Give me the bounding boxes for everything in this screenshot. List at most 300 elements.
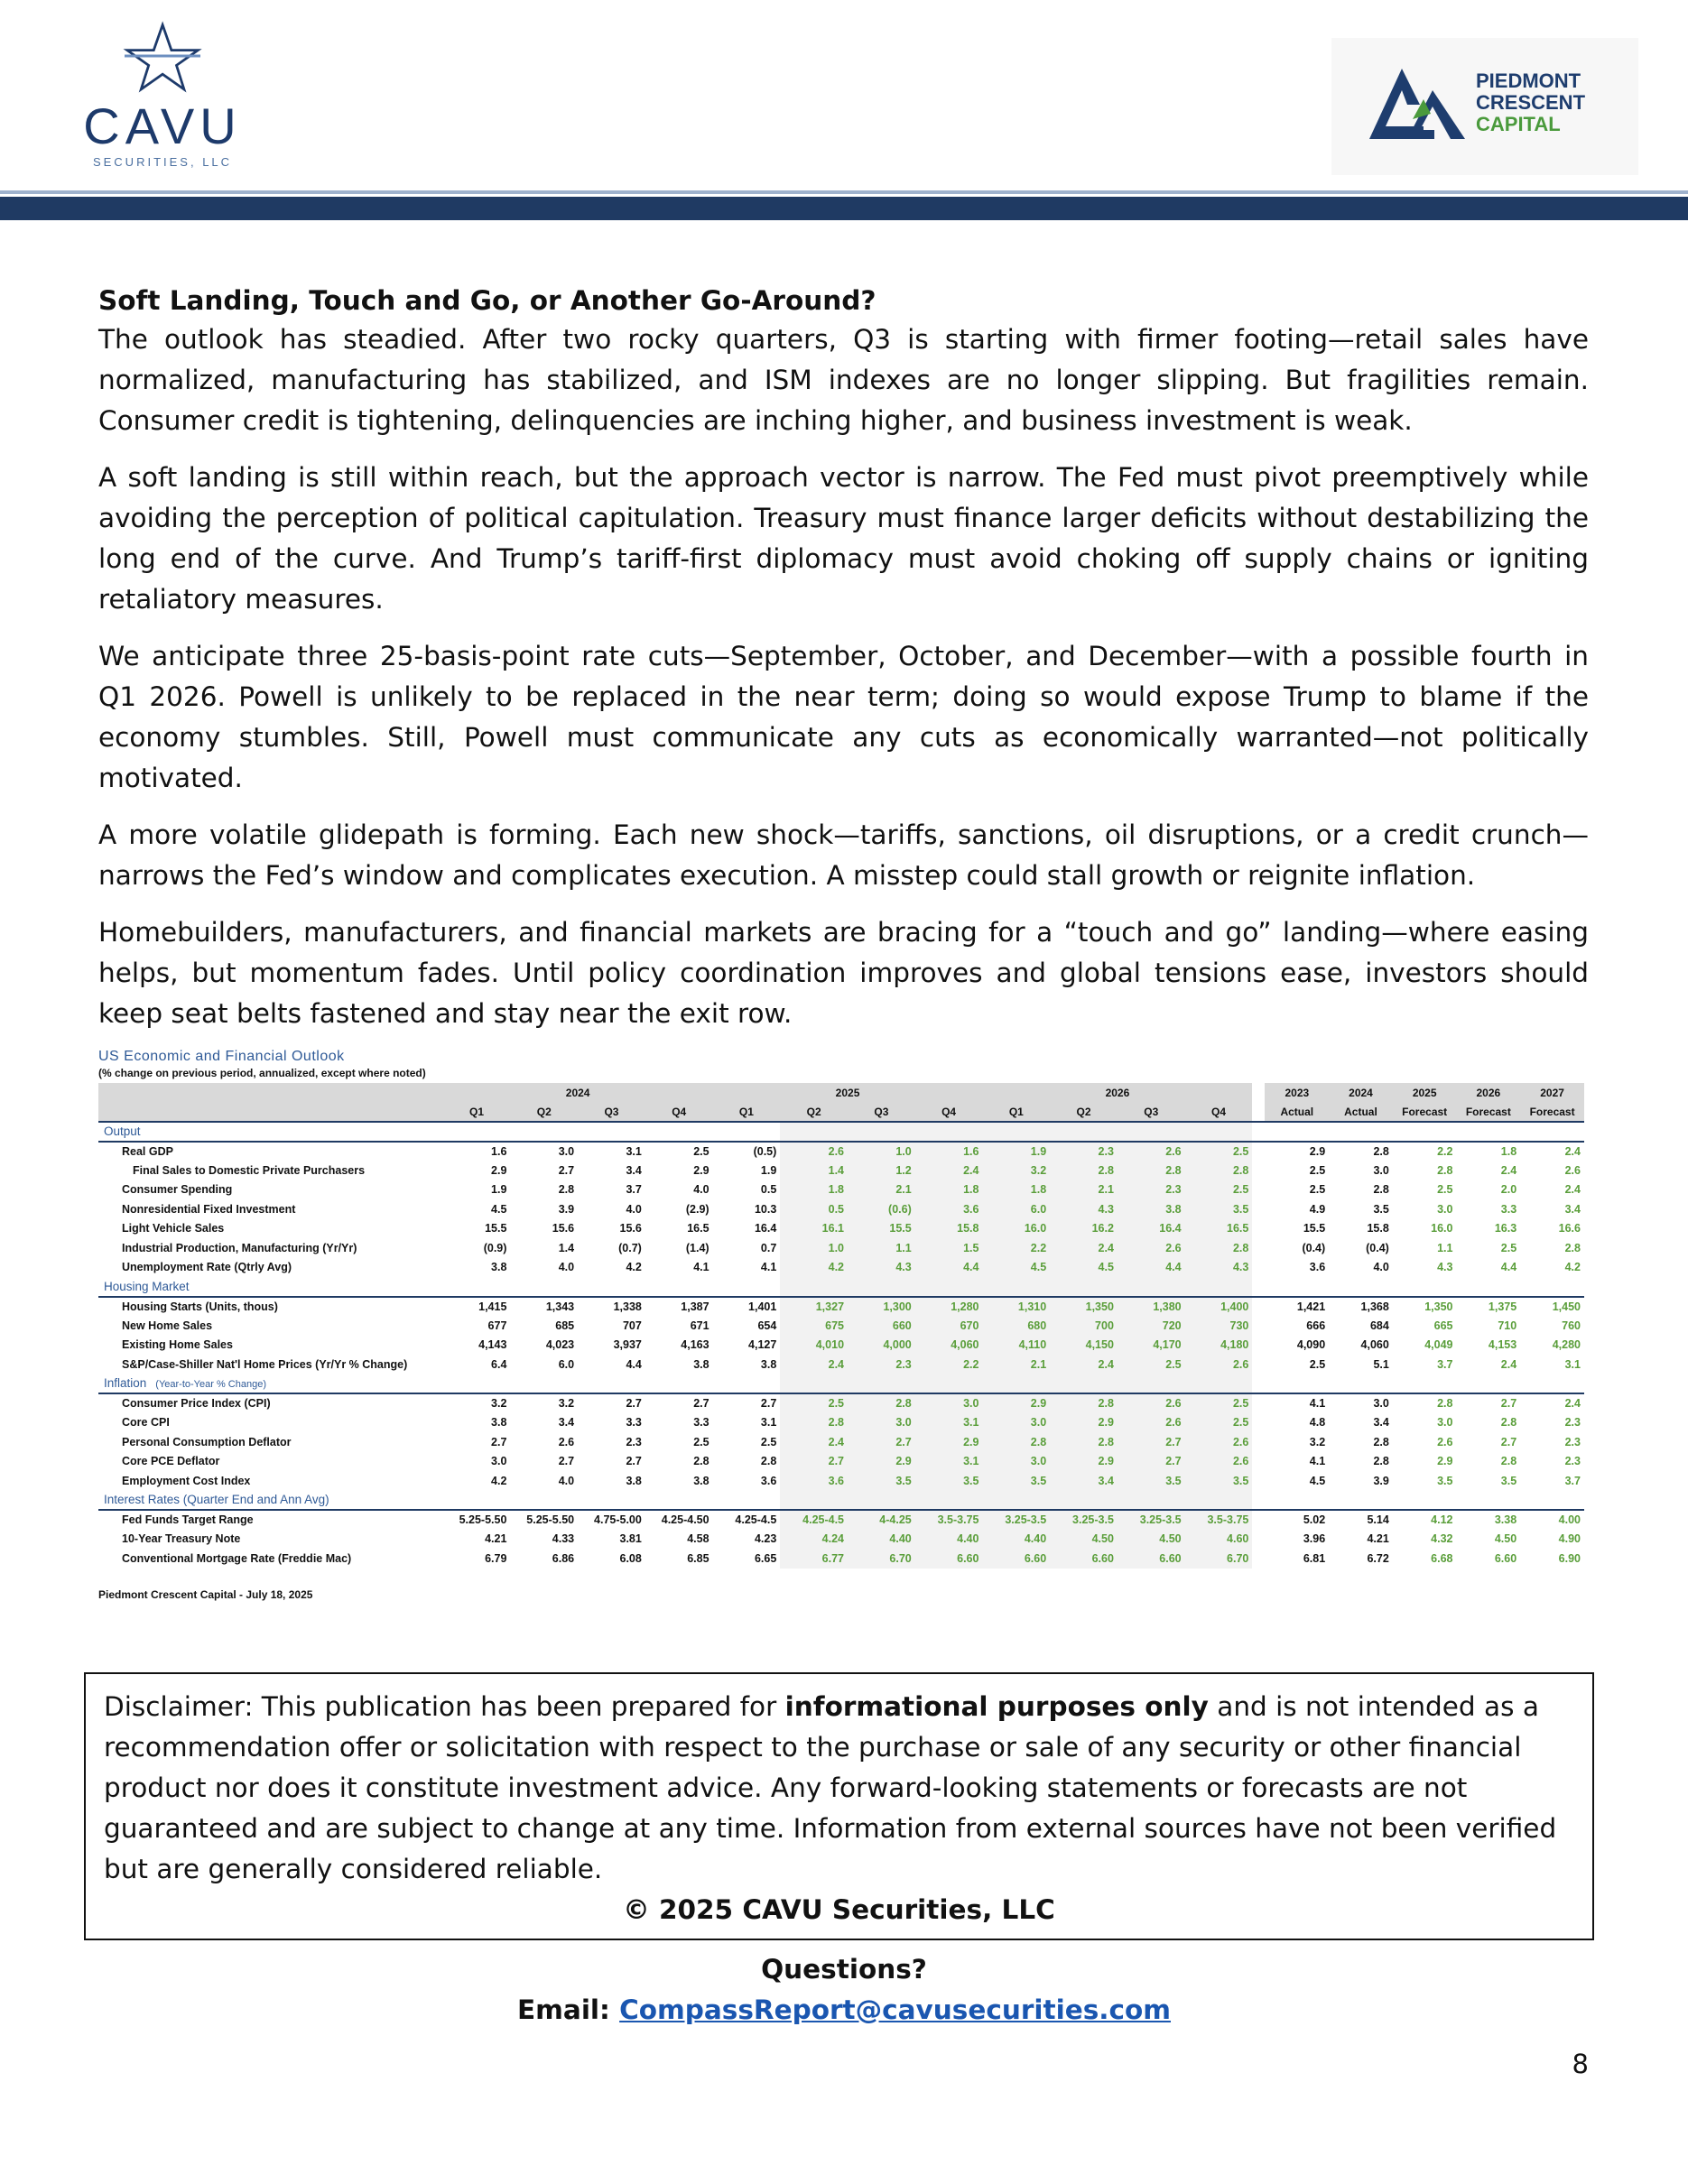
data-cell: 3.1 [1564,1357,1581,1371]
data-cell: 2.8 [693,1455,710,1468]
data-cell: 730 [1185,1316,1253,1336]
data-cell: 2.6 [1185,1452,1253,1472]
data-cell: 3.1 [915,1413,983,1433]
data-cell: (0.5) [753,1144,777,1158]
data-cell: 2.8 [1373,1183,1389,1197]
data-cell: 3.7 [626,1183,642,1197]
annual-type-header: Forecast [1393,1103,1457,1123]
data-cell: 5.02 [1303,1513,1326,1527]
column-gap [1252,1142,1265,1161]
data-cell: 5.25-5.50 [459,1513,507,1527]
section-cell [645,1491,713,1511]
data-cell: 2.8 [1373,1435,1389,1448]
table-row [98,1530,1584,1550]
data-cell: 3.96 [1303,1532,1326,1546]
data-cell: 2.6 [1118,1238,1185,1258]
data-cell: 2.6 [1118,1393,1185,1413]
data-cell: 1.8 [915,1180,983,1200]
column-gap [1252,1161,1265,1180]
data-cell: 666 [1306,1319,1326,1332]
outlook-data-grid [98,1083,1584,1569]
data-cell: 1.9 [491,1183,507,1197]
data-cell: 1,421 [1296,1300,1326,1313]
data-cell: 2.2 [982,1238,1050,1258]
data-cell: 2.6 [558,1435,575,1448]
data-cell: 2.5 [693,1144,710,1158]
data-cell: 4.3 [848,1258,915,1278]
data-cell: 2.1 [848,1180,915,1200]
data-cell: 2.4 [1564,1397,1581,1411]
data-cell: 3.5 [982,1471,1050,1491]
data-cell: 3.6 [915,1199,983,1219]
table-row [98,1471,1584,1491]
data-cell: 3.5 [1185,1199,1253,1219]
section-cell [915,1122,983,1142]
data-cell: 2.8 [1437,1163,1453,1177]
row-label: Final Sales to Domestic Private Purchasers [133,1163,366,1177]
row-label: Real GDP [122,1144,173,1158]
data-cell: 3.8 [1118,1199,1185,1219]
row-label: S&P/Case-Shiller Nat'l Home Prices (Yr/Yr % Change) [122,1357,408,1371]
data-cell: 2.8 [1050,1161,1118,1180]
data-cell: 2.7 [626,1455,642,1468]
data-cell: 15.8 [915,1219,983,1239]
section-header-row [98,1374,1584,1394]
row-label: 10-Year Treasury Note [122,1532,241,1546]
data-cell: 6.85 [687,1551,710,1565]
data-cell: 1,350 [1050,1297,1118,1317]
year-header: 2026 [982,1083,1252,1103]
section-cell [915,1374,983,1394]
section-cell [510,1277,578,1297]
data-cell: 3.3 [693,1416,710,1430]
quarter-header: Q4 [915,1103,983,1123]
data-cell: 4.1 [693,1261,710,1274]
column-gap [1252,1530,1265,1550]
data-cell: 2.5 [1309,1183,1326,1197]
data-cell: (2.9) [685,1202,710,1216]
section-title [98,1491,443,1511]
data-cell: 1,327 [780,1297,848,1317]
data-cell: 4,060 [1360,1338,1389,1352]
quarter-header: Q3 [848,1103,915,1123]
data-cell: 1,387 [681,1300,710,1313]
section-cell [443,1277,511,1297]
section-cell [1457,1122,1521,1142]
data-cell: 3.25-3.5 [982,1510,1050,1530]
data-cell: 2.3 [1050,1142,1118,1161]
data-cell: 4.58 [687,1532,710,1546]
year-header: 2025 [713,1083,983,1103]
table-row [98,1219,1584,1239]
data-cell: 2.7 [1500,1397,1517,1411]
data-cell: 2.8 [1500,1416,1517,1430]
data-cell: 2.4 [1564,1144,1581,1158]
piedmont-line2: CRESCENT [1476,91,1586,114]
section-cell [1265,1374,1329,1394]
data-cell: 1,338 [613,1300,642,1313]
table-row [98,1413,1584,1433]
data-cell: 4.60 [1185,1530,1253,1550]
data-cell: (0.9) [483,1241,507,1254]
piedmont-line3: CAPITAL [1476,113,1561,135]
data-cell: 2.5 [1185,1413,1253,1433]
section-cell [1118,1277,1185,1297]
data-cell: 2.5 [1118,1355,1185,1374]
piedmont-wordmark [1476,70,1585,135]
data-cell: 1.5 [915,1238,983,1258]
data-cell: 2.9 [848,1452,915,1472]
data-cell: 3.5 [1437,1474,1453,1487]
data-cell: 3.5 [915,1471,983,1491]
data-cell: 3.4 [626,1163,642,1177]
data-cell: 677 [487,1319,507,1332]
section-cell [780,1491,848,1511]
mountain-logo-icon [1368,63,1467,143]
data-cell: 2.7 [1118,1452,1185,1472]
economic-outlook-table [98,1049,1584,1601]
data-cell: 1.1 [848,1238,915,1258]
data-cell: 2.8 [1185,1161,1253,1180]
data-cell: 3.1 [915,1452,983,1472]
data-cell: 4.40 [915,1530,983,1550]
data-cell: 2.7 [491,1435,507,1448]
questions-heading: Questions? [761,1954,927,1985]
data-cell: 2.8 [780,1413,848,1433]
section-cell [1265,1491,1329,1511]
section-gap [1252,1374,1265,1394]
data-cell: 2.3 [1564,1435,1581,1448]
annual-type-header: Forecast [1520,1103,1584,1123]
quarter-header: Q1 [443,1103,511,1123]
section-cell [1118,1122,1185,1142]
cavu-wordmark: CAVU [83,97,242,154]
data-cell: 3.0 [1373,1163,1389,1177]
data-cell: 1.4 [558,1241,575,1254]
section-title [98,1277,443,1297]
data-cell: 2.8 [1373,1455,1389,1468]
section-cell [848,1277,915,1297]
column-gap [1252,1355,1265,1374]
data-cell: 4.2 [780,1258,848,1278]
data-cell: 6.4 [491,1357,507,1371]
data-cell: 3.5 [848,1471,915,1491]
data-cell: 2.5 [780,1393,848,1413]
data-cell: 2.4 [780,1432,848,1452]
table-row [98,1180,1584,1200]
row-label: Fed Funds Target Range [122,1513,254,1527]
table-row [98,1336,1584,1356]
data-cell: 1,343 [545,1300,575,1313]
data-cell: 4.75-5.00 [594,1513,642,1527]
data-cell: 1.6 [491,1144,507,1158]
data-cell: 4.0 [558,1261,575,1274]
data-cell: 3.0 [1437,1202,1453,1216]
data-cell: 684 [1369,1319,1389,1332]
data-cell: 4,153 [1488,1338,1517,1352]
section-cell [1185,1277,1253,1297]
section-name: Housing Market [104,1279,190,1293]
quarter-header-row [98,1103,1584,1123]
article-paragraph: We anticipate three 25-basis-point rate cuts—September, October, and December—with a possible fourth in Q1 2026. Powell is unlikely to be replaced in the near term; doing so would expose Trump to blame if the economy stumbles. Still, Powell must communicate any cuts as economically warranted—not politically motivated. [98,641,1589,793]
data-cell: 4,127 [748,1338,777,1352]
data-cell: 4.4 [915,1258,983,1278]
table-row [98,1297,1584,1317]
data-cell: 4.5 [1309,1474,1326,1487]
data-cell: 3.1 [626,1144,642,1158]
section-cell [1118,1491,1185,1511]
column-gap [1252,1238,1265,1258]
section-cell [780,1374,848,1394]
data-cell: 6.77 [780,1549,848,1569]
data-cell: 4,060 [915,1336,983,1356]
data-cell: 2.8 [1185,1238,1253,1258]
data-cell: (0.4) [1302,1241,1326,1254]
data-cell: 4.25-4.50 [661,1513,710,1527]
section-cell [443,1491,511,1511]
data-cell: 1,450 [1552,1300,1581,1313]
table-row [98,1258,1584,1278]
data-cell: 6.60 [1494,1551,1517,1565]
section-cell [1457,1374,1521,1394]
data-cell: 1.0 [848,1142,915,1161]
data-cell: 15.5 [1303,1222,1326,1235]
table-subtitle: (% change on previous period, annualized, except where noted) [98,1067,426,1079]
section-cell [1050,1491,1118,1511]
quarter-header: Q2 [510,1103,578,1123]
data-cell: 6.60 [1050,1549,1118,1569]
data-cell: 3.9 [1373,1474,1389,1487]
data-cell: 2.8 [982,1432,1050,1452]
data-cell: 4.32 [1431,1532,1453,1546]
data-cell: (1.4) [685,1241,710,1254]
data-cell: 760 [1562,1319,1581,1332]
piedmont-line1: PIEDMONT [1476,69,1581,92]
data-cell: 4.3 [1050,1199,1118,1219]
data-cell: 3.5 [1373,1202,1389,1216]
data-cell: 4-4.25 [848,1510,915,1530]
data-cell: 2.8 [848,1393,915,1413]
section-cell [645,1277,713,1297]
column-gap [1252,1316,1265,1336]
data-cell: 654 [757,1319,777,1332]
data-cell: 4,023 [545,1338,575,1352]
section-cell [713,1374,781,1394]
section-cell [713,1277,781,1297]
data-cell: 2.1 [1050,1180,1118,1200]
year-header-row [98,1083,1584,1103]
data-cell: 2.5 [693,1435,710,1448]
data-cell: 4.1 [1309,1455,1326,1468]
section-cell [713,1122,781,1142]
data-cell: 15.6 [619,1222,642,1235]
data-cell: 4.40 [982,1530,1050,1550]
header-divider [0,197,1688,220]
table-row [98,1316,1584,1336]
data-cell: 16.2 [1050,1219,1118,1239]
data-cell: 2.8 [1500,1455,1517,1468]
data-cell: 6.70 [1185,1549,1253,1569]
data-cell: 15.6 [552,1222,575,1235]
data-cell: 1,300 [848,1297,915,1317]
data-cell: 2.5 [1437,1183,1453,1197]
row-label: Industrial Production, Manufacturing (Yr/Yr) [122,1241,357,1254]
row-label: Conventional Mortgage Rate (Freddie Mac) [122,1551,352,1565]
data-cell: 665 [1433,1319,1453,1332]
section-cell [510,1122,578,1142]
data-cell: 685 [555,1319,575,1332]
data-cell: 4.2 [626,1261,642,1274]
article-body [98,282,1589,1050]
table-row [98,1238,1584,1258]
data-cell: 2.6 [1118,1142,1185,1161]
data-cell: 4.4 [626,1357,642,1371]
data-cell: 3.6 [1309,1261,1326,1274]
data-cell: 2.8 [1050,1432,1118,1452]
data-cell: 4,180 [1185,1336,1253,1356]
data-cell: 2.3 [848,1355,915,1374]
data-cell: 4.4 [1500,1261,1517,1274]
data-cell: 2.5 [760,1435,777,1448]
data-cell: 2.8 [1118,1161,1185,1180]
data-cell: 16.0 [1431,1222,1453,1235]
data-cell: 2.7 [780,1452,848,1472]
data-cell: 2.4 [915,1161,983,1180]
data-cell: 6.68 [1431,1551,1453,1565]
data-cell: 2.9 [1437,1455,1453,1468]
section-header-row [98,1122,1584,1142]
data-cell: 15.5 [848,1219,915,1239]
section-cell [443,1122,511,1142]
data-cell: 1,415 [478,1300,507,1313]
data-cell: 3.2 [1309,1435,1326,1448]
section-title [98,1122,443,1142]
data-cell: 6.81 [1303,1551,1326,1565]
data-cell: 6.60 [982,1549,1050,1569]
table-title: US Economic and Financial Outlook [98,1049,345,1064]
data-cell: 2.4 [1564,1183,1581,1197]
data-cell: 3.0 [491,1455,507,1468]
data-cell: 4.2 [491,1474,507,1487]
data-cell: 2.8 [760,1455,777,1468]
data-cell: 4.2 [1564,1261,1581,1274]
disclaimer-prefix: Disclaimer: This publication has been prepared for [104,1691,785,1722]
data-cell: 4.5 [982,1258,1050,1278]
section-cell [1050,1277,1118,1297]
section-header-row [98,1491,1584,1511]
data-cell: 4.25-4.5 [780,1510,848,1530]
article-paragraph: Homebuilders, manufacturers, and financial markets are bracing for a “touch and go” landing—where easing helps, but momentum fades. Until policy coordination improves and global tensions ease, investors should keep seat belts fastened and stay near the exit row. [98,917,1589,1029]
data-cell: 4.1 [760,1261,777,1274]
data-cell: 1,310 [982,1297,1050,1317]
data-cell: 1,380 [1118,1297,1185,1317]
data-cell: (0.7) [618,1241,642,1254]
data-cell: 2.9 [1309,1144,1326,1158]
data-cell: 2.7 [626,1397,642,1411]
data-cell: 4.4 [1118,1258,1185,1278]
data-cell: 2.5 [1185,1180,1253,1200]
data-cell: 2.6 [780,1142,848,1161]
data-cell: 1,350 [1424,1300,1453,1313]
data-cell: 1.8 [1500,1144,1517,1158]
row-label: Core CPI [122,1416,170,1430]
row-label: Employment Cost Index [122,1474,251,1487]
data-cell: 3.8 [693,1474,710,1487]
email-label: Email: [517,1994,620,2025]
data-cell: 3.8 [491,1261,507,1274]
header-divider-light [0,190,1688,194]
section-cell [645,1122,713,1142]
data-cell: 2.7 [1118,1432,1185,1452]
section-cell [1329,1491,1393,1511]
column-gap [1252,1471,1265,1491]
annual-type-header: Actual [1329,1103,1393,1123]
section-cell [1050,1122,1118,1142]
data-cell: 4,010 [780,1336,848,1356]
data-cell: 5.14 [1367,1513,1389,1527]
data-cell: 6.60 [915,1549,983,1569]
section-cell [1185,1491,1253,1511]
quarter-header: Q4 [1185,1103,1253,1123]
table-row [98,1161,1584,1180]
section-gap [1252,1277,1265,1297]
section-cell [1329,1277,1393,1297]
data-cell: 2.9 [915,1432,983,1452]
section-cell [510,1374,578,1394]
section-cell [1393,1491,1457,1511]
section-cell [915,1277,983,1297]
data-cell: 1.9 [760,1163,777,1177]
data-cell: 2.7 [1500,1435,1517,1448]
data-cell: 2.4 [1500,1357,1517,1371]
disclaimer-box [84,1672,1594,1940]
data-cell: 4.90 [1558,1532,1581,1546]
data-cell: 2.9 [491,1163,507,1177]
section-cell [1457,1277,1521,1297]
article-paragraph: A more volatile glidepath is forming. Each new shock—tariffs, sanctions, oil disruptions, or a credit crunch—narrows the Fed’s window and complicates execution. A misstep could stall growth or reignite inflation. [98,819,1589,891]
data-cell: 3.3 [1500,1202,1517,1216]
cavu-subtitle: SECURITIES, LLC [92,155,233,169]
data-cell: 3.1 [760,1416,777,1430]
year-header: 2024 [443,1083,713,1103]
annual-year-header: 2025 [1393,1083,1457,1103]
data-cell: 2.8 [1050,1393,1118,1413]
header-gap [1252,1083,1265,1103]
column-gap [1252,1510,1265,1530]
data-cell: 3.4 [558,1416,575,1430]
section-title [98,1374,443,1394]
column-gap [1252,1219,1265,1239]
email-link[interactable]: CompassReport@cavusecurities.com [619,1994,1171,2025]
section-cell [1393,1122,1457,1142]
data-cell: 2.8 [1373,1144,1389,1158]
table-row [98,1355,1584,1374]
data-cell: 707 [622,1319,642,1332]
row-label: Consumer Price Index (CPI) [122,1397,271,1411]
data-cell: 3.8 [626,1474,642,1487]
section-cell [578,1122,645,1142]
data-cell: 6.65 [754,1551,777,1565]
data-cell: 4.5 [491,1202,507,1216]
data-cell: 4.33 [552,1532,575,1546]
annual-year-header: 2024 [1329,1083,1393,1103]
data-cell: 16.6 [1558,1222,1581,1235]
annual-year-header: 2023 [1265,1083,1329,1103]
data-cell: 4.00 [1558,1513,1581,1527]
data-cell: 671 [690,1319,710,1332]
data-cell: 3.6 [760,1474,777,1487]
section-cell [1520,1277,1584,1297]
